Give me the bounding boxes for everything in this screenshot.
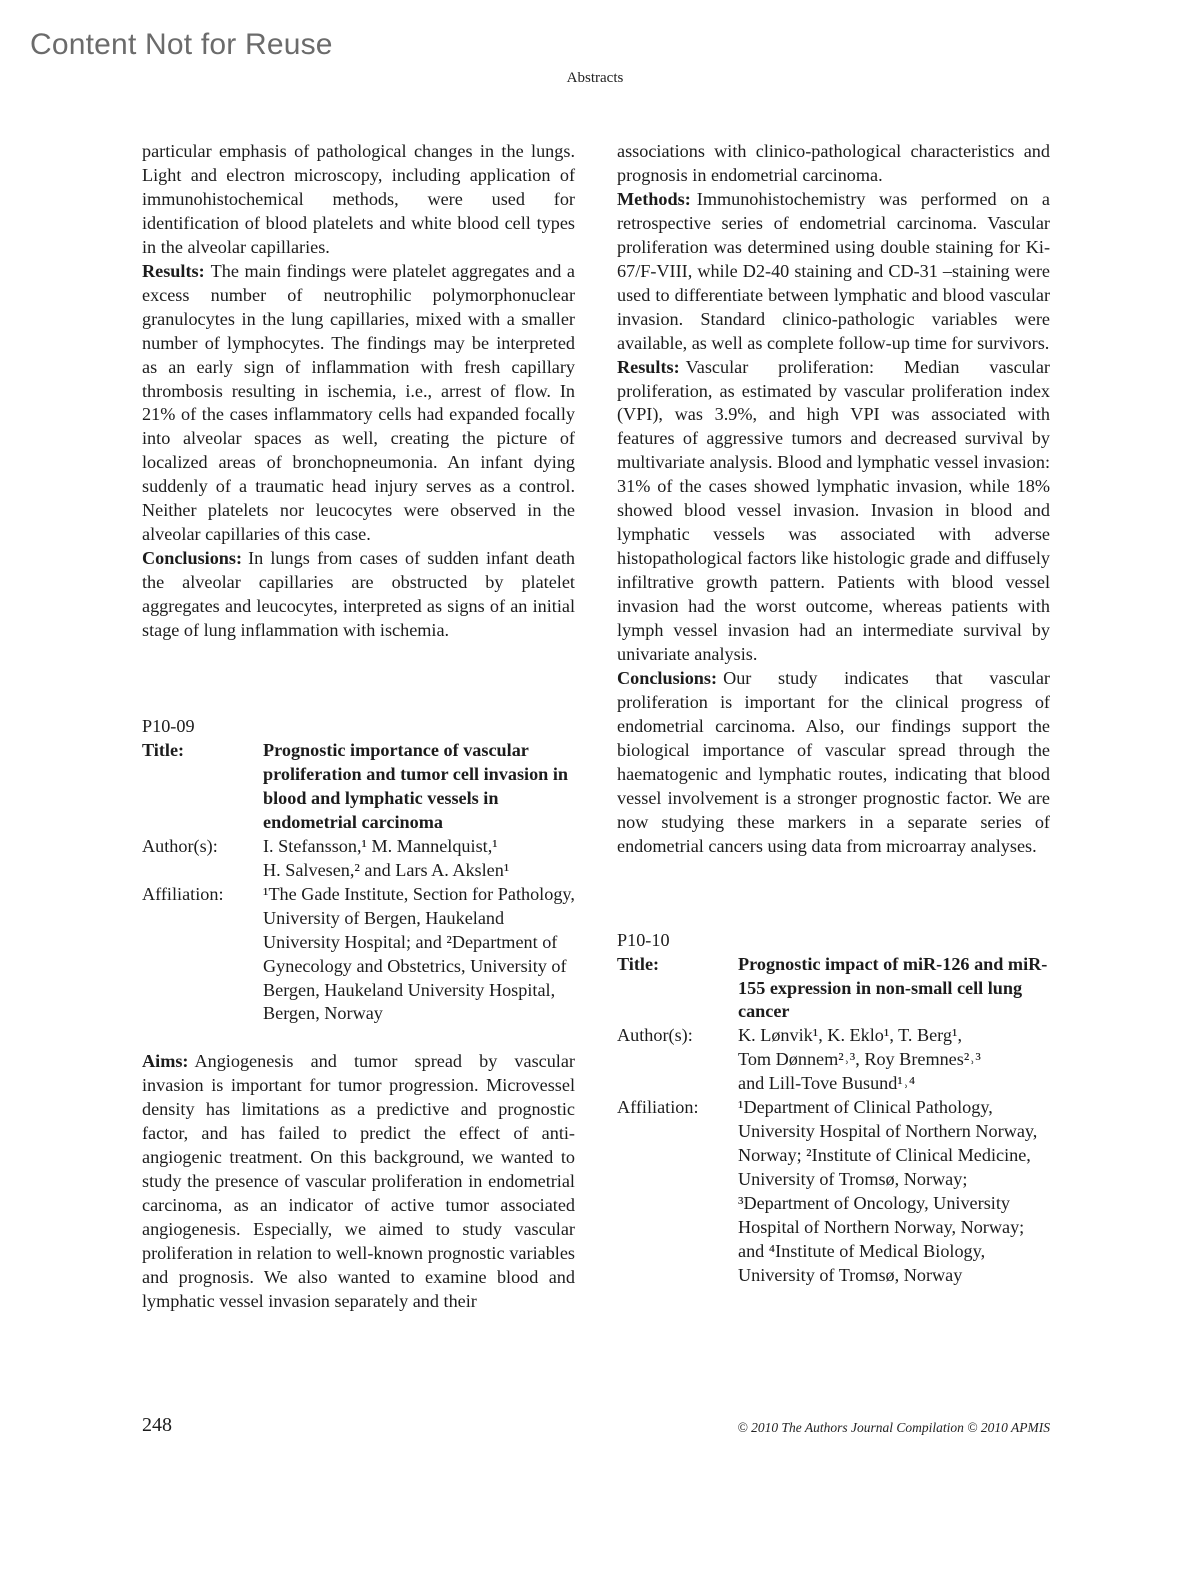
authors <box>738 1024 1050 1096</box>
abstract-id: P10-10 <box>617 929 670 950</box>
methods-label: Methods: <box>617 188 691 209</box>
authors-line: and Lill-Tove Busund¹˒⁴ <box>738 1073 916 1094</box>
authors-label: Author(s): <box>142 835 218 856</box>
running-head: Abstracts <box>566 70 624 86</box>
authors-line: I. Stefansson,¹ M. Mannelquist,¹ <box>263 835 498 856</box>
conclusions-label: Conclusions: <box>142 548 243 569</box>
results-paragraph <box>142 260 575 547</box>
abstract-p10-09-header <box>142 715 575 1026</box>
abstract-id: P10-09 <box>142 716 195 737</box>
conclusions-paragraph <box>142 547 575 643</box>
results-label: Results: <box>617 356 680 377</box>
results-paragraph <box>617 356 1050 667</box>
right-column <box>617 140 1050 1288</box>
aims-text: Angiogenesis and tumor spread by vascular invasion is important for tumor progression. Microvessel density has limitations as a predictive and prognostic factor, and has failed to predict the effect of anti-angiogenic treatment. On this background, we wanted to study the presence of vascular proliferation in endometrial carcinoma, as an indicator of active tumor associated angiogenesis. Especially, we aimed to study vascular proliferation in relation to well-known prognostic variables and prognosis. We also wanted to examine blood and lymphatic vessel invasion separately and their <box>142 1051 575 1311</box>
continued-paragraph: particular emphasis of pathological changes in the lungs. Light and electron microscopy, including application of immunohistochemical methods, were used for identification of blood platelets and white blood cell types in the alveolar capillaries. <box>142 141 575 257</box>
abstract-title: Prognostic importance of vascular proliferation and tumor cell invasion in blood and lymphatic vessels in endometrial carcinoma <box>263 739 569 832</box>
abstract-title: Prognostic impact of miR-126 and miR-155 expression in non-small cell lung cancer <box>738 953 1048 1022</box>
results-text: The main findings were platelet aggregates and a excess number of neutrophilic polymorphonuclear granulocytes in the lung capillaries, mixed with a smaller number of lymphocytes. The findings may be interpreted as an early sign of inflammation with fresh capillary thrombosis resulting in ischemia, i.e., arrest of flow. In 21% of the cases inflammatory cells had expanded focally into alveolar spaces as well, creating the picture of localized areas of bronchopneumonia. An infant dying suddenly of a traumatic head injury serves as a control. Neither platelets nor leucocytes were observed in the alveolar capillaries of this case. <box>142 260 575 545</box>
authors-label: Author(s): <box>617 1025 693 1046</box>
title-row <box>617 953 1050 1025</box>
authors-row <box>142 835 575 883</box>
authors <box>263 835 575 883</box>
conclusions-paragraph <box>617 667 1050 859</box>
copyright: © 2010 The Authors Journal Compilation © 2010 APMIS <box>737 1420 1050 1435</box>
methods-text: Immunohistochemistry was performed on a retrospective series of endometrial carcinoma. Vascular proliferation was determined using double staining for Ki-67/F-VIII, while D2-40 staining and CD-31 –staining were used to differentiate between lymphatic and blood vascular invasion. Standard clinico-pathologic variables were available, as well as complete follow-up time for survivors. <box>617 188 1050 353</box>
conclusions-text: Our study indicates that vascular proliferation is important for the clinical progress of endometrial carcinoma. Also, our findings support the biological importance of vascular spread through the haematogenic and lymphatic routes, indicating that blood vessel involvement is a stronger prognostic factor. We are now studying these markers in a separate series of endometrial cancers using data from microarray analyses. <box>617 667 1050 856</box>
affiliation: ¹The Gade Institute, Section for Pathology, University of Bergen, Haukeland University Hospital; and ²Department of Gynecology and Obstetrics, University of Bergen, Haukeland University Hospital, Bergen, Norway <box>263 883 575 1024</box>
authors-line: Tom Dønnem²˒³, Roy Bremnes²˒³ <box>738 1049 981 1070</box>
left-column <box>142 140 575 1314</box>
results-text: Vascular proliferation: Median vascular proliferation, as estimated by vascular proliferation index (VPI), was 3.9%, and high VPI was associated with features of aggressive tumors and decreased survival by multivariate analysis. Blood and lymphatic vessel invasion: 31% of the cases showed lymphatic invasion, while 18% showed blood vessel invasion. Invasion in blood and lymphatic vessels was associated with adverse histopathological factors like histologic grade and diffusely infiltrative growth pattern. Patients with blood vessel invasion had the worst outcome, whereas patients with lymph vessel invasion had an intermediate survival by univariate analysis. <box>617 356 1050 665</box>
abstract-p10-10-header <box>617 929 1050 1288</box>
aims-paragraph <box>142 1050 575 1313</box>
watermark: Content Not for Reuse <box>30 28 333 61</box>
conclusions-text: In lungs from cases of sudden infant death the alveolar capillaries are obstructed by platelet aggregates and leucocytes, interpreted as signs of an initial stage of lung inflammation with ischemia. <box>142 548 575 641</box>
methods-paragraph <box>617 188 1050 356</box>
title-row <box>142 739 575 835</box>
page-number: 248 <box>142 1414 172 1436</box>
authors-line: H. Salvesen,² and Lars A. Akslen¹ <box>263 859 510 880</box>
authors-row <box>617 1024 1050 1096</box>
results-label: Results: <box>142 260 205 281</box>
affiliation: ¹Department of Clinical Pathology, University Hospital of Northern Norway, Norway; ²Institute of Clinical Medicine, University of Tromsø, Norway; ³Department of Oncology, University Hospital of Northern Norway, Norway; and ⁴Institute of Medical Biology, University of Tromsø, Norway <box>738 1097 1038 1285</box>
aims-continued: associations with clinico-pathological characteristics and prognosis in endometrial carcinoma. <box>617 141 1050 185</box>
aims-label: Aims: <box>142 1051 189 1072</box>
affiliation-label: Affiliation: <box>142 883 224 904</box>
conclusions-label: Conclusions: <box>617 667 718 688</box>
affiliation-row <box>142 883 575 1027</box>
affiliation-row <box>617 1096 1050 1288</box>
authors-line: K. Lønvik¹, K. Eklo¹, T. Berg¹, <box>738 1025 962 1046</box>
title-label: Title: <box>617 953 660 974</box>
title-label: Title: <box>142 739 185 760</box>
affiliation-label: Affiliation: <box>617 1097 699 1118</box>
